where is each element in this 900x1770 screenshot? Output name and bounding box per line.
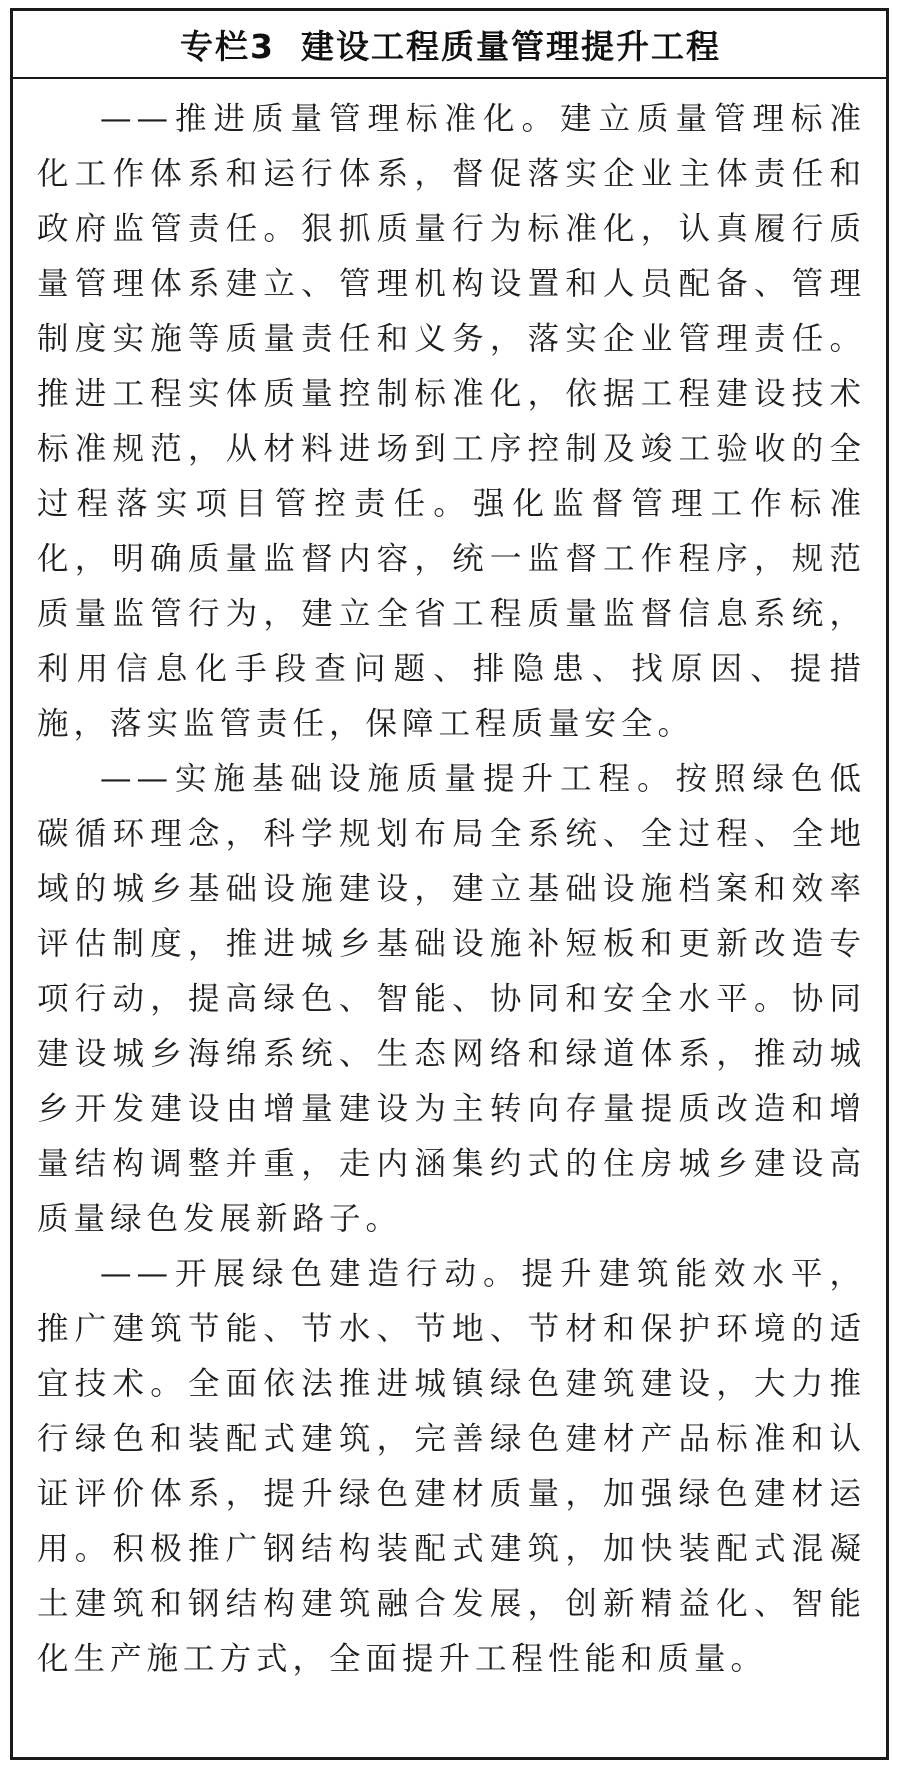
- paragraph-quality-standardization: ——推进质量管理标准化。建立质量管理标准化工作体系和运行体系，督促落实企业主体责任和政府监管责任。狠抓质量行为标准化，认真履行质量管理体系建立、管理机构设置和人员配备、管理制度实施等质量责任和义务，落实企业管理责任。推进工程实体质量控制标准化，依据工程建设技术标准规范，从材料进场到工序控制及竣工验收的全过程落实项目管控责任。强化监督管理工作标准化，明确质量监督内容，统一监督工作程序，规范质量监管行为，建立全省工程质量监督信息系统，利用信息化手段查问题、排隐患、找原因、提措施，落实监管责任，保障工程质量安全。: [37, 101, 866, 742]
- column-title-bar: [13, 11, 886, 79]
- column-body: [13, 92, 886, 1687]
- column-box: [10, 8, 889, 1760]
- paragraph-green-construction: ——开展绿色建造行动。提升建筑能效水平，推广建筑节能、节水、节地、节材和保护环境的适宜技术。全面依法推进城镇绿色建筑建设，大力推行绿色和装配式建筑，完善绿色建材产品标准和认证评价体系，提升绿色建材质量，加强绿色建材运用。积极推广钢结构装配式建筑，加快装配式混凝土建筑和钢结构建筑融合发展，创新精益化、智能化生产施工方式，全面提升工程性能和质量。: [37, 1256, 866, 1677]
- paragraph-infrastructure-quality: ——实施基础设施质量提升工程。按照绿色低碳循环理念，科学规划布局全系统、全过程、全地域的城乡基础设施建设，建立基础设施档案和效率评估制度，推进城乡基础设施补短板和更新改造专项行动，提高绿色、智能、协同和安全水平。协同建设城乡海绵系统、生态网络和绿道体系，推动城乡开发建设由增量建设为主转向存量提质改造和增量结构调整并重，走内涵集约式的住房城乡建设高质量绿色发展新路子。: [37, 761, 866, 1237]
- column-label: 专栏3: [180, 26, 275, 66]
- column-title: 建设工程质量管理提升工程: [300, 26, 721, 66]
